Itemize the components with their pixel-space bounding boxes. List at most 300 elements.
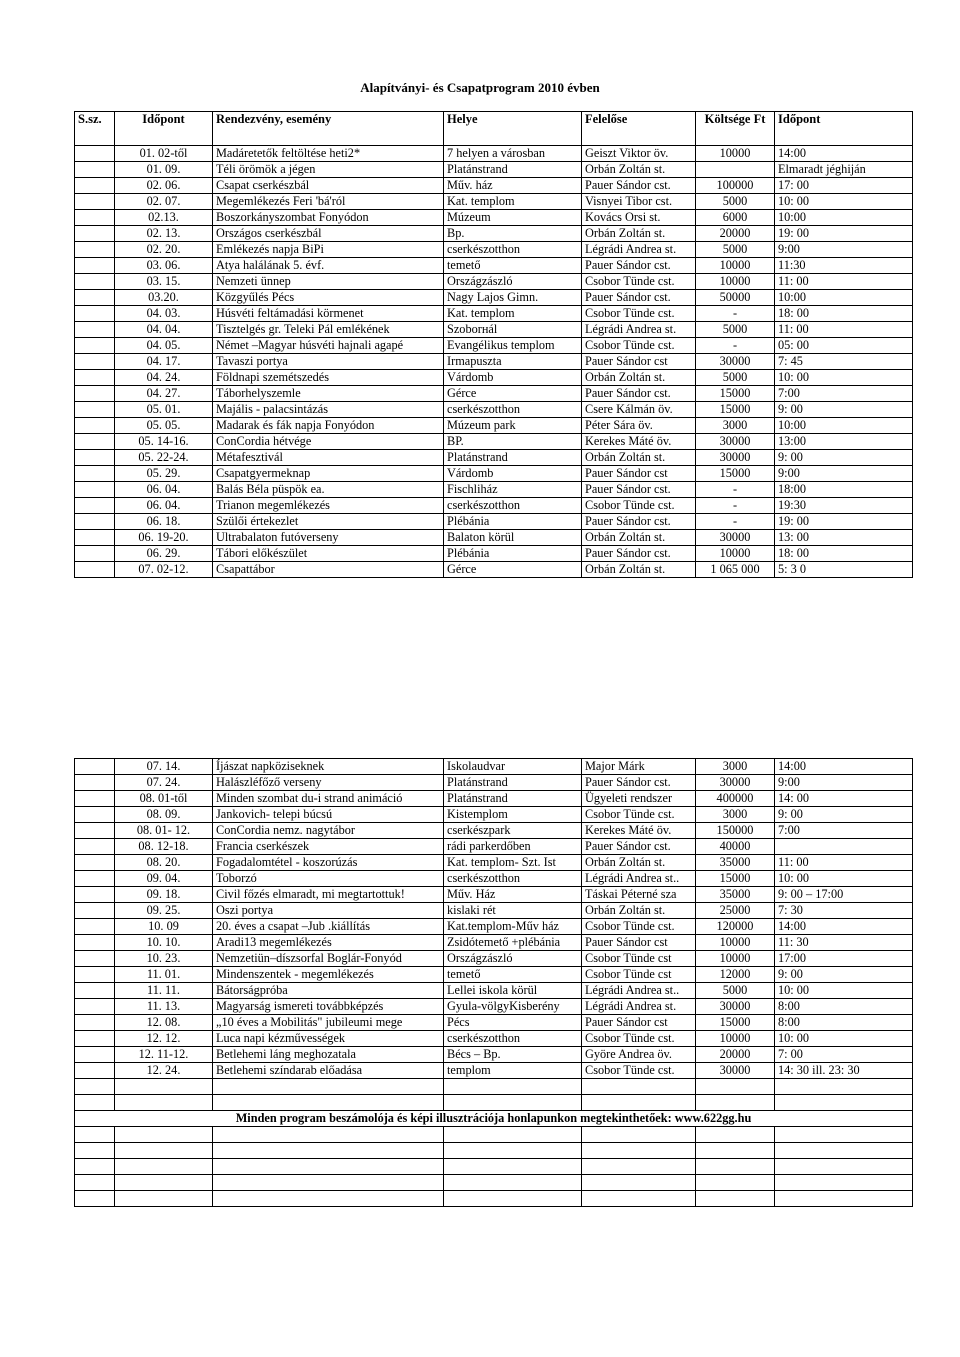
cell-responsible: Légrádi Andrea st. — [582, 322, 696, 338]
cell-time: 13: 00 — [775, 530, 913, 546]
cell-sequence — [75, 807, 115, 823]
cell-event: Aradi13 megemlékezés — [213, 935, 444, 951]
cell-date: 05. 14-16. — [115, 434, 213, 450]
cell-time: 9: 00 — [775, 402, 913, 418]
cell-event: Országos cserkészbál — [213, 226, 444, 242]
cell-event: Nemzetiün–díszsorfal Boglár-Fonyód — [213, 951, 444, 967]
cell-responsible: Csobor Tünde cst. — [582, 1063, 696, 1079]
cell-location: Evangélikus templom — [444, 338, 582, 354]
blank-row — [75, 1175, 913, 1191]
cell-cost: 15000 — [696, 1015, 775, 1031]
cell-sequence — [75, 887, 115, 903]
cell-cost: 35000 — [696, 887, 775, 903]
cell-event: Betlehemi színdarab előadása — [213, 1063, 444, 1079]
cell-sequence — [75, 839, 115, 855]
cell-time: 17: 00 — [775, 178, 913, 194]
cell-date: 08. 09. — [115, 807, 213, 823]
table-row — [75, 807, 913, 823]
cell-sequence — [75, 178, 115, 194]
table-row — [75, 919, 913, 935]
cell-location: Műv. ház — [444, 178, 582, 194]
cell-location: Országzászló — [444, 274, 582, 290]
cell-sequence — [75, 226, 115, 242]
cell-cost: 150000 — [696, 823, 775, 839]
cell-event: „10 éves a Mobilitás" jubileumi mege — [213, 1015, 444, 1031]
cell-sequence — [75, 354, 115, 370]
cell-responsible: Ügyeleti rendszer — [582, 791, 696, 807]
cell-event: Jankovich- telepi búcsú — [213, 807, 444, 823]
blank-row — [75, 1191, 913, 1207]
cell-location: Kat.templom-Műv ház — [444, 919, 582, 935]
cell-cost: 40000 — [696, 839, 775, 855]
cell-location: Gérce — [444, 562, 582, 578]
cell-responsible: Orbán Zoltán st. — [582, 162, 696, 178]
cell-location: rádi parkerdőben — [444, 839, 582, 855]
cell-location: Platánstrand — [444, 162, 582, 178]
cell-time: 17:00 — [775, 951, 913, 967]
cell-location: BP. — [444, 434, 582, 450]
cell-date: 06. 18. — [115, 514, 213, 530]
cell-sequence — [75, 162, 115, 178]
cell-cost: 10000 — [696, 258, 775, 274]
cell-responsible: Pauer Sándor cst. — [582, 546, 696, 562]
cell-location: Lellei iskola körül — [444, 983, 582, 999]
cell-responsible: Pauer Sándor cst. — [582, 386, 696, 402]
cell-date: 04. 24. — [115, 370, 213, 386]
cell-location: Nagy Lajos Gimn. — [444, 290, 582, 306]
cell-sequence — [75, 498, 115, 514]
table-row — [75, 530, 913, 546]
cell-cost: 15000 — [696, 466, 775, 482]
cell-responsible: Pauer Sándor cst — [582, 354, 696, 370]
cell-responsible: Pauer Sándor cst. — [582, 775, 696, 791]
cell-location: Várdomb — [444, 370, 582, 386]
cell-responsible: Kerekes Máté öv. — [582, 823, 696, 839]
table-row — [75, 791, 913, 807]
table-row — [75, 967, 913, 983]
table-row — [75, 983, 913, 999]
header-row — [75, 112, 913, 146]
footnote-text: Minden program beszámolója és képi illusztrációja honlapunkon megtekinthetőek: www.622gg.hu — [75, 1111, 913, 1127]
cell-cost: 10000 — [696, 951, 775, 967]
cell-sequence — [75, 290, 115, 306]
cell-location: Zsidótemető +plébánia — [444, 935, 582, 951]
cell-time: 8:00 — [775, 1015, 913, 1031]
cell-cost: 30000 — [696, 450, 775, 466]
cell-responsible: Kovács Orsi st. — [582, 210, 696, 226]
table-row — [75, 759, 913, 775]
table-row — [75, 226, 913, 242]
cell-event: Madarak és fák napja Fonyódon — [213, 418, 444, 434]
cell-date: 06. 29. — [115, 546, 213, 562]
cell-location: Platánstrand — [444, 450, 582, 466]
cell-responsible: Csobor Tünde cst. — [582, 498, 696, 514]
cell-location: Gérce — [444, 386, 582, 402]
table-row — [75, 887, 913, 903]
cell-location: Irmapuszta — [444, 354, 582, 370]
cell-cost: - — [696, 514, 775, 530]
cell-sequence — [75, 530, 115, 546]
cell-time: 19: 00 — [775, 514, 913, 530]
table-row — [75, 775, 913, 791]
cell-time: 10:00 — [775, 418, 913, 434]
cell-cost: 25000 — [696, 903, 775, 919]
cell-responsible: Pauer Sándor cst. — [582, 290, 696, 306]
cell-event: Emlékezés napja BiPi — [213, 242, 444, 258]
cell-event: Trianon megemlékezés — [213, 498, 444, 514]
table-row — [75, 855, 913, 871]
cell-date: 12. 12. — [115, 1031, 213, 1047]
cell-time: Elmaradt jéghiján — [775, 162, 913, 178]
cell-event: Húsvéti feltámadási körmenet — [213, 306, 444, 322]
cell-cost: 10000 — [696, 274, 775, 290]
cell-event: Magyarság ismereti továbbképzés — [213, 999, 444, 1015]
cell-responsible: Csobor Tünde cst — [582, 967, 696, 983]
cell-cost: 10000 — [696, 1031, 775, 1047]
table-row — [75, 274, 913, 290]
cell-sequence — [75, 322, 115, 338]
cell-cost: 3000 — [696, 807, 775, 823]
cell-location: cserkészotthon — [444, 402, 582, 418]
cell-event: Megemlékezés Feri 'bá'ról — [213, 194, 444, 210]
cell-event: Ultrabalaton futóverseny — [213, 530, 444, 546]
cell-cost: 5000 — [696, 194, 775, 210]
cell-location: kislaki rét — [444, 903, 582, 919]
cell-event: Táborhelyszemle — [213, 386, 444, 402]
cell-date: 06. 04. — [115, 482, 213, 498]
cell-date: 10. 09 — [115, 919, 213, 935]
cell-date: 08. 12-18. — [115, 839, 213, 855]
page-title: Alapítványi- és Csapatprogram 2010 évben — [360, 80, 600, 95]
cell-date: 05. 29. — [115, 466, 213, 482]
table-row — [75, 210, 913, 226]
cell-sequence — [75, 402, 115, 418]
cell-event: Halászléfőző verseny — [213, 775, 444, 791]
cell-location: Pécs — [444, 1015, 582, 1031]
cell-event: Nemzeti ünnep — [213, 274, 444, 290]
cell-event: Bátorságpróba — [213, 983, 444, 999]
cell-sequence — [75, 871, 115, 887]
table-row — [75, 1063, 913, 1079]
cell-location: Országzászló — [444, 951, 582, 967]
cell-date: 07. 14. — [115, 759, 213, 775]
cell-event: Német –Magyar húsvéti hajnali agapé — [213, 338, 444, 354]
table-row — [75, 162, 913, 178]
cell-responsible: Pauer Sándor cst. — [582, 482, 696, 498]
header-time: Időpont — [775, 112, 913, 146]
cell-time: 19: 00 — [775, 226, 913, 242]
cell-location: Szoborнál — [444, 322, 582, 338]
cell-cost: 20000 — [696, 226, 775, 242]
cell-event: Íjászat napköziseknek — [213, 759, 444, 775]
cell-date: 04. 17. — [115, 354, 213, 370]
cell-time: 7: 00 — [775, 1047, 913, 1063]
table-row — [75, 1047, 913, 1063]
cell-sequence — [75, 1047, 115, 1063]
cell-time: 9: 00 — [775, 807, 913, 823]
cell-date: 05. 01. — [115, 402, 213, 418]
cell-location: Bécs – Bp. — [444, 1047, 582, 1063]
cell-date: 09. 04. — [115, 871, 213, 887]
cell-sequence — [75, 903, 115, 919]
cell-time: 11: 00 — [775, 855, 913, 871]
cell-date: 12. 24. — [115, 1063, 213, 1079]
table-row — [75, 903, 913, 919]
cell-location: Platánstrand — [444, 791, 582, 807]
cell-location: 7 helyen a városban — [444, 146, 582, 162]
cell-sequence — [75, 823, 115, 839]
schedule-table-first — [74, 111, 913, 578]
cell-sequence — [75, 775, 115, 791]
footnote-row — [75, 1111, 913, 1127]
cell-time: 7: 30 — [775, 903, 913, 919]
cell-time: 5: 3 0 — [775, 562, 913, 578]
cell-event: ConCordia nemz. nagytábor — [213, 823, 444, 839]
cell-event: Civil főzés elmaradt, mi megtartottuk! — [213, 887, 444, 903]
cell-time: 11: 00 — [775, 322, 913, 338]
cell-location: Fischliház — [444, 482, 582, 498]
cell-date: 12. 08. — [115, 1015, 213, 1031]
cell-cost: 15000 — [696, 402, 775, 418]
cell-responsible: Péter Sára öv. — [582, 418, 696, 434]
cell-responsible: Légrádi Andrea st. — [582, 242, 696, 258]
cell-sequence — [75, 258, 115, 274]
cell-location: Kat. templom — [444, 306, 582, 322]
cell-cost: 3000 — [696, 418, 775, 434]
cell-event: Atya halálának 5. évf. — [213, 258, 444, 274]
table-row — [75, 338, 913, 354]
cell-time: 10: 00 — [775, 194, 913, 210]
cell-date: 03. 06. — [115, 258, 213, 274]
cell-responsible: Orbán Zoltán st. — [582, 226, 696, 242]
cell-location: Kistemplom — [444, 807, 582, 823]
cell-location: Platánstrand — [444, 775, 582, 791]
cell-date: 03. 15. — [115, 274, 213, 290]
cell-sequence — [75, 1031, 115, 1047]
table-row — [75, 466, 913, 482]
cell-date: 03.20. — [115, 290, 213, 306]
table-row — [75, 178, 913, 194]
cell-event: Boszorkányszombat Fonyódon — [213, 210, 444, 226]
cell-location: Kat. templom — [444, 194, 582, 210]
cell-time: 05: 00 — [775, 338, 913, 354]
cell-cost: 10000 — [696, 146, 775, 162]
cell-location: Plébánia — [444, 546, 582, 562]
cell-time: 10: 00 — [775, 370, 913, 386]
cell-sequence — [75, 983, 115, 999]
cell-event: Tisztelgés gr. Teleki Pál emlékének — [213, 322, 444, 338]
cell-responsible: Pauer Sándor cst — [582, 935, 696, 951]
cell-location: Bp. — [444, 226, 582, 242]
cell-responsible: Csobor Tünde cst. — [582, 274, 696, 290]
cell-cost: 5000 — [696, 983, 775, 999]
table-row — [75, 871, 913, 887]
table-row — [75, 562, 913, 578]
cell-location: Iskolaudvar — [444, 759, 582, 775]
table-row — [75, 482, 913, 498]
cell-sequence — [75, 274, 115, 290]
cell-responsible: Pauer Sándor cst — [582, 1015, 696, 1031]
cell-responsible: Geiszt Viktor öv. — [582, 146, 696, 162]
cell-date: 10. 10. — [115, 935, 213, 951]
cell-cost: 3000 — [696, 759, 775, 775]
cell-responsible: Orbán Zoltán st. — [582, 530, 696, 546]
table-row — [75, 402, 913, 418]
table-row — [75, 823, 913, 839]
cell-event: Mindenszentek - megemlékezés — [213, 967, 444, 983]
cell-responsible: Visnyei Tibor cst. — [582, 194, 696, 210]
cell-event: Métafesztivál — [213, 450, 444, 466]
cell-cost: - — [696, 338, 775, 354]
cell-date: 02.13. — [115, 210, 213, 226]
cell-time: 7:00 — [775, 823, 913, 839]
cell-time: 11:30 — [775, 258, 913, 274]
cell-location: Kat. templom- Szt. Ist — [444, 855, 582, 871]
header-location: Helye — [444, 112, 582, 146]
blank-row — [75, 1079, 913, 1095]
cell-time: 14:00 — [775, 146, 913, 162]
header-event: Rendezvény, esemény — [213, 112, 444, 146]
cell-event: Közgyűlés Pécs — [213, 290, 444, 306]
blank-row — [75, 1143, 913, 1159]
table-row — [75, 434, 913, 450]
cell-location: Várdomb — [444, 466, 582, 482]
cell-event: Toborzó — [213, 871, 444, 887]
cell-time: 11: 00 — [775, 274, 913, 290]
cell-location: cserkészpark — [444, 823, 582, 839]
cell-location: Múzeum park — [444, 418, 582, 434]
cell-sequence — [75, 466, 115, 482]
table-row — [75, 242, 913, 258]
cell-sequence — [75, 855, 115, 871]
cell-date: 05. 05. — [115, 418, 213, 434]
cell-sequence — [75, 759, 115, 775]
cell-sequence — [75, 999, 115, 1015]
cell-event: Tavaszi portya — [213, 354, 444, 370]
table-row — [75, 951, 913, 967]
cell-cost: 10000 — [696, 935, 775, 951]
cell-cost: 100000 — [696, 178, 775, 194]
cell-time: 9: 00 – 17:00 — [775, 887, 913, 903]
cell-sequence — [75, 386, 115, 402]
cell-sequence — [75, 919, 115, 935]
cell-sequence — [75, 562, 115, 578]
cell-event: Majális - palacsintázás — [213, 402, 444, 418]
cell-time: 10:00 — [775, 290, 913, 306]
cell-time: 14:00 — [775, 919, 913, 935]
cell-date: 07. 02-12. — [115, 562, 213, 578]
cell-sequence — [75, 951, 115, 967]
cell-event: Luca napi kézművességek — [213, 1031, 444, 1047]
cell-sequence — [75, 791, 115, 807]
table-row — [75, 146, 913, 162]
table-row — [75, 999, 913, 1015]
cell-time: 9: 00 — [775, 450, 913, 466]
cell-responsible: Orbán Zoltán st. — [582, 450, 696, 466]
header-responsible: Felelőse — [582, 112, 696, 146]
cell-time: 10:00 — [775, 210, 913, 226]
cell-time: 14:00 — [775, 759, 913, 775]
cell-time: 9:00 — [775, 466, 913, 482]
table-row — [75, 514, 913, 530]
cell-sequence — [75, 1063, 115, 1079]
header-cost: Költsége Ft — [696, 112, 775, 146]
cell-responsible: Légrádi Andrea st.. — [582, 983, 696, 999]
cell-cost: 50000 — [696, 290, 775, 306]
cell-time: 7: 45 — [775, 354, 913, 370]
table-row — [75, 498, 913, 514]
cell-date: 06. 19-20. — [115, 530, 213, 546]
cell-date: 04. 27. — [115, 386, 213, 402]
cell-event: Minden szombat du-i strand animáció — [213, 791, 444, 807]
cell-cost: 30000 — [696, 434, 775, 450]
cell-location: cserkészotthon — [444, 242, 582, 258]
cell-time: 18: 00 — [775, 546, 913, 562]
cell-responsible: Orbán Zoltán st. — [582, 562, 696, 578]
cell-event: Balás Béla püspök ea. — [213, 482, 444, 498]
schedule-table-second — [74, 758, 913, 1207]
blank-row — [75, 1127, 913, 1143]
cell-cost: 30000 — [696, 775, 775, 791]
cell-location: Balaton körül — [444, 530, 582, 546]
cell-sequence — [75, 242, 115, 258]
cell-responsible: Táskai Péterné sza — [582, 887, 696, 903]
cell-time: 13:00 — [775, 434, 913, 450]
cell-date: 01. 02-től — [115, 146, 213, 162]
cell-date: 02. 07. — [115, 194, 213, 210]
cell-date: 08. 01- 12. — [115, 823, 213, 839]
cell-date: 02. 20. — [115, 242, 213, 258]
table-row — [75, 322, 913, 338]
cell-sequence — [75, 967, 115, 983]
cell-cost: 15000 — [696, 386, 775, 402]
cell-location: cserkészotthon — [444, 498, 582, 514]
cell-location: templom — [444, 1063, 582, 1079]
cell-responsible: Orbán Zoltán st. — [582, 855, 696, 871]
cell-date: 09. 25. — [115, 903, 213, 919]
cell-cost: 15000 — [696, 871, 775, 887]
cell-event: Csapat cserkészbál — [213, 178, 444, 194]
cell-sequence — [75, 418, 115, 434]
cell-date: 10. 23. — [115, 951, 213, 967]
table-row — [75, 354, 913, 370]
cell-responsible: Kerekes Máté öv. — [582, 434, 696, 450]
table-row — [75, 290, 913, 306]
cell-sequence — [75, 514, 115, 530]
cell-sequence — [75, 370, 115, 386]
cell-sequence — [75, 338, 115, 354]
cell-time: 10: 00 — [775, 983, 913, 999]
table-row — [75, 258, 913, 274]
cell-time: 8:00 — [775, 999, 913, 1015]
cell-cost: - — [696, 498, 775, 514]
cell-date: 07. 24. — [115, 775, 213, 791]
cell-sequence — [75, 935, 115, 951]
blank-row — [75, 1159, 913, 1175]
cell-date: 06. 04. — [115, 498, 213, 514]
cell-time: 14: 30 ill. 23: 30 — [775, 1063, 913, 1079]
cell-cost: 6000 — [696, 210, 775, 226]
table-row — [75, 839, 913, 855]
cell-time: 19:30 — [775, 498, 913, 514]
cell-time: 10: 00 — [775, 871, 913, 887]
cell-sequence — [75, 194, 115, 210]
cell-responsible: Légrádi Andrea st.. — [582, 871, 696, 887]
table-row — [75, 370, 913, 386]
cell-cost: - — [696, 306, 775, 322]
cell-time: 10: 00 — [775, 1031, 913, 1047]
cell-cost: 35000 — [696, 855, 775, 871]
